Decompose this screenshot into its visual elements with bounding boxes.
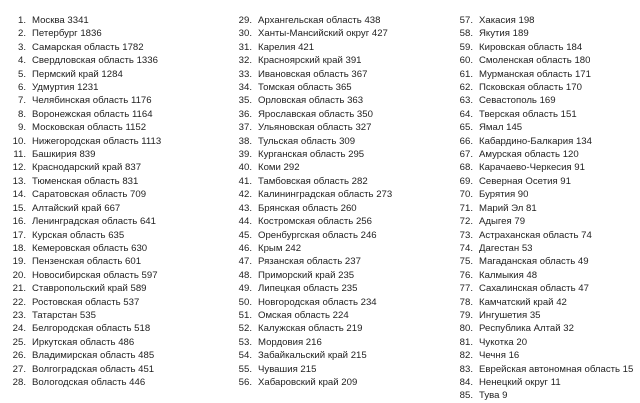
rank-number: 57.	[459, 15, 473, 26]
region-entry: Тува 9	[479, 390, 508, 402]
region-entry: Ставропольский край 589	[32, 283, 147, 295]
list-item	[447, 336, 640, 349]
rank-number: 2.	[17, 28, 26, 40]
rank-number: 36.	[238, 108, 252, 120]
region-entry: Рязанская область 237	[258, 256, 361, 268]
rank-number: 3.	[17, 41, 26, 53]
region-entry: Башкирия 839	[32, 149, 96, 161]
rank-number: 33.	[238, 68, 252, 80]
list-item	[447, 309, 640, 322]
region-entry: Камчатский край 42	[479, 296, 567, 308]
list-item	[0, 215, 225, 228]
rank-number: 69.	[459, 175, 473, 187]
rank-number: 65.	[459, 122, 473, 134]
rank-number: 54.	[238, 350, 252, 362]
region-entry: Забайкальский край 215	[258, 350, 367, 362]
region-entry: Республика Алтай 32	[479, 323, 574, 335]
region-entry: Приморский край 235	[258, 269, 355, 281]
region-entry: Якутия 189	[479, 28, 529, 40]
list-item	[447, 322, 640, 335]
list-item	[226, 202, 450, 215]
rank-number: 67.	[459, 149, 473, 161]
rank-number: 76.	[459, 269, 473, 281]
list-item	[447, 54, 640, 67]
rank-number: 25.	[12, 336, 26, 348]
list-item	[0, 322, 225, 335]
list-item	[0, 108, 225, 121]
rank-number: 7.	[17, 95, 26, 107]
region-entry: Пермский край 1284	[32, 68, 123, 80]
rank-number: 20.	[12, 269, 26, 281]
list-item	[0, 363, 225, 376]
region-entry: Москва 3341	[32, 15, 89, 26]
rank-number: 52.	[238, 323, 252, 335]
list-item	[226, 229, 450, 242]
rank-number: 71.	[459, 202, 473, 214]
region-entry: Московская область 1152	[32, 122, 147, 134]
region-entry: Ямал 145	[479, 122, 523, 134]
rank-number: 81.	[459, 336, 473, 348]
rank-number: 73.	[459, 229, 473, 241]
region-entry: Калужская область 219	[258, 323, 363, 335]
list-item	[0, 161, 225, 174]
rank-number: 30.	[238, 28, 252, 40]
region-entry: Волгоградская область 451	[32, 363, 155, 375]
list-item	[447, 242, 640, 255]
rank-number: 50.	[238, 296, 252, 308]
region-entry: Чувашия 215	[258, 363, 317, 375]
rank-number: 12.	[12, 162, 26, 174]
rank-number: 17.	[12, 229, 26, 241]
list-item	[447, 94, 640, 107]
list-item	[226, 188, 450, 201]
list-item	[0, 27, 225, 40]
rank-number: 59.	[459, 41, 473, 53]
rank-number: 56.	[238, 376, 252, 388]
rank-number: 61.	[459, 68, 473, 80]
region-entry: Архангельская область 438	[258, 15, 381, 26]
region-entry: Пензенская область 601	[32, 256, 142, 268]
region-entry: Челябинская область 1176	[32, 95, 152, 107]
region-entry: Чечня 16	[479, 350, 520, 362]
rank-number: 29.	[238, 15, 252, 26]
list-item	[447, 229, 640, 242]
rank-number: 19.	[12, 256, 26, 268]
rank-number: 37.	[238, 122, 252, 134]
list-item	[226, 14, 450, 27]
region-entry: Северная Осетия 91	[479, 175, 571, 187]
list-item	[447, 363, 640, 376]
list-item	[226, 215, 450, 228]
list-item	[0, 54, 225, 67]
list-item	[0, 229, 225, 242]
region-entry: Сахалинская область 47	[479, 283, 589, 295]
rank-number: 51.	[238, 309, 252, 321]
rank-number: 6.	[17, 82, 26, 94]
region-entry: Кемеровская область 630	[32, 242, 148, 254]
list-item	[226, 148, 450, 161]
list-item	[447, 188, 640, 201]
rank-number: 10.	[12, 135, 26, 147]
list-item	[226, 121, 450, 134]
rank-number: 78.	[459, 296, 473, 308]
list-item	[0, 336, 225, 349]
list-item	[0, 121, 225, 134]
region-entry: Новгородская область 234	[258, 296, 377, 308]
rank-number: 38.	[238, 135, 252, 147]
region-entry: Ярославская область 350	[258, 108, 373, 120]
list-item	[226, 309, 450, 322]
region-entry: Калининградская область 273	[258, 189, 393, 201]
list-item	[226, 135, 450, 148]
region-entry: Еврейская автономная область 15	[479, 363, 634, 375]
region-entry: Ханты-Мансийский округ 427	[258, 28, 388, 40]
list-item	[447, 215, 640, 228]
rank-number: 84.	[459, 376, 473, 388]
list-item	[226, 81, 450, 94]
rank-number: 5.	[17, 68, 26, 80]
region-entry: Алтайский край 667	[32, 202, 121, 214]
rank-number: 31.	[238, 41, 252, 53]
rank-number: 63.	[459, 95, 473, 107]
rank-number: 21.	[12, 283, 26, 295]
rank-number: 44.	[238, 216, 252, 228]
region-entry: Ингушетия 35	[479, 309, 541, 321]
list-item	[0, 255, 225, 268]
list-item	[447, 161, 640, 174]
region-entry: Самарская область 1782	[32, 41, 144, 53]
region-entry: Иркутская область 486	[32, 336, 135, 348]
region-entry: Оренбургская область 246	[258, 229, 377, 241]
list-item	[447, 14, 640, 27]
region-entry: Краснодарский край 837	[32, 162, 142, 174]
list-item	[447, 202, 640, 215]
rank-number: 8.	[17, 108, 26, 120]
rank-number: 16.	[12, 216, 26, 228]
rank-number: 62.	[459, 82, 473, 94]
list-item	[447, 121, 640, 134]
rank-number: 15.	[12, 202, 26, 214]
region-entry: Астраханская область 74	[479, 229, 592, 241]
region-entry: Орловская область 363	[258, 95, 364, 107]
list-item	[447, 282, 640, 295]
rank-number: 34.	[238, 82, 252, 94]
list-item	[226, 376, 450, 389]
rank-number: 47.	[238, 256, 252, 268]
list-item	[447, 108, 640, 121]
region-entry: Псковская область 170	[479, 82, 582, 94]
list-item	[226, 336, 450, 349]
list-item	[447, 68, 640, 81]
region-entry: Белгородская область 518	[32, 323, 151, 335]
region-entry: Мурманская область 171	[479, 68, 591, 80]
list-item	[447, 148, 640, 161]
rank-number: 66.	[459, 135, 473, 147]
list-column-2	[226, 14, 450, 389]
rank-number: 14.	[12, 189, 26, 201]
region-entry: Хакасия 198	[479, 15, 535, 26]
rank-number: 23.	[12, 309, 26, 321]
rank-number: 85.	[459, 390, 473, 402]
region-entry: Нижегородская область 1113	[32, 135, 162, 147]
region-entry: Хабаровский край 209	[258, 376, 358, 388]
rank-number: 18.	[12, 242, 26, 254]
region-entry: Крым 242	[258, 242, 302, 254]
rank-number: 39.	[238, 149, 252, 161]
list-item	[0, 269, 225, 282]
list-item	[0, 188, 225, 201]
rank-number: 26.	[12, 350, 26, 362]
region-entry: Ненецкий округ 11	[479, 376, 561, 388]
rank-number: 68.	[459, 162, 473, 174]
region-entry: Марий Эл 81	[479, 202, 537, 214]
list-item	[226, 296, 450, 309]
region-entry: Ленинградская область 641	[32, 216, 156, 228]
list-item	[226, 269, 450, 282]
region-entry: Смоленская область 180	[479, 55, 591, 67]
region-entry: Чукотка 20	[479, 336, 528, 348]
list-item	[447, 269, 640, 282]
list-item	[0, 41, 225, 54]
rank-number: 82.	[459, 350, 473, 362]
rank-number: 9.	[17, 122, 26, 134]
region-entry: Тамбовская область 282	[258, 175, 368, 187]
region-entry: Воронежская область 1164	[32, 108, 153, 120]
rank-number: 45.	[238, 229, 252, 241]
region-entry: Севастополь 169	[479, 95, 556, 107]
region-entry: Тульская область 309	[258, 135, 356, 147]
region-entry: Новосибирская область 597	[32, 269, 158, 281]
rank-number: 35.	[238, 95, 252, 107]
region-entry: Коми 292	[258, 162, 300, 174]
region-entry: Брянская область 260	[258, 202, 357, 214]
list-item	[0, 81, 225, 94]
rank-number: 83.	[459, 363, 473, 375]
rank-number: 48.	[238, 269, 252, 281]
region-entry: Петербург 1836	[32, 28, 102, 40]
list-item	[0, 309, 225, 322]
region-entry: Тверская область 151	[479, 108, 577, 120]
region-entry: Амурская область 120	[479, 149, 579, 161]
list-item	[226, 349, 450, 362]
rank-number: 32.	[238, 55, 252, 67]
rank-number: 60.	[459, 55, 473, 67]
region-entry: Калмыкия 48	[479, 269, 538, 281]
list-column-3	[447, 14, 640, 403]
list-item	[0, 14, 225, 27]
rank-number: 11.	[13, 149, 26, 161]
region-entry: Дагестан 53	[479, 242, 533, 254]
rank-number: 28.	[12, 376, 26, 388]
rank-number: 22.	[12, 296, 26, 308]
list-item	[226, 108, 450, 121]
rank-number: 55.	[238, 363, 252, 375]
list-item	[0, 202, 225, 215]
rank-number: 49.	[238, 283, 252, 295]
region-entry: Томская область 365	[258, 82, 352, 94]
region-entry: Омская область 224	[258, 309, 349, 321]
rank-number: 53.	[238, 336, 252, 348]
region-entry: Тюменская область 831	[32, 175, 139, 187]
region-entry: Татарстан 535	[32, 309, 96, 321]
list-item	[0, 242, 225, 255]
region-entry: Магаданская область 49	[479, 256, 589, 268]
list-item	[226, 94, 450, 107]
rank-number: 74.	[459, 242, 473, 254]
rank-number: 80.	[459, 323, 473, 335]
list-item	[0, 175, 225, 188]
region-entry: Бурятия 90	[479, 189, 529, 201]
list-item	[226, 255, 450, 268]
region-entry: Ульяновская область 327	[258, 122, 372, 134]
rank-number: 77.	[459, 283, 473, 295]
list-item	[0, 282, 225, 295]
region-entry: Ивановская область 367	[258, 68, 368, 80]
list-item	[447, 175, 640, 188]
rank-number: 27.	[12, 363, 26, 375]
region-entry: Кировская область 184	[479, 41, 583, 53]
list-item	[0, 135, 225, 148]
list-item	[226, 161, 450, 174]
list-item	[0, 376, 225, 389]
list-item	[226, 68, 450, 81]
rank-number: 46.	[238, 242, 252, 254]
region-entry: Свердловская область 1336	[32, 55, 158, 67]
rank-number: 43.	[238, 202, 252, 214]
region-entry: Курганская область 295	[258, 149, 365, 161]
list-item	[447, 255, 640, 268]
rank-number: 1.	[17, 15, 26, 26]
list-column-1	[0, 14, 225, 389]
list-item	[0, 94, 225, 107]
region-entry: Мордовия 216	[258, 336, 322, 348]
rank-number: 41.	[238, 175, 252, 187]
rank-number: 79.	[459, 309, 473, 321]
region-entry: Липецкая область 235	[258, 283, 358, 295]
list-item	[0, 296, 225, 309]
region-entry: Кабардино-Балкария 134	[479, 135, 592, 147]
list-item	[226, 363, 450, 376]
region-entry: Удмуртия 1231	[32, 82, 99, 94]
rank-number: 4.	[17, 55, 26, 67]
region-entry: Саратовская область 709	[32, 189, 147, 201]
list-item	[226, 322, 450, 335]
list-item	[226, 54, 450, 67]
rank-number: 75.	[459, 256, 473, 268]
rank-number: 42.	[238, 189, 252, 201]
list-item	[447, 135, 640, 148]
list-item	[226, 27, 450, 40]
list-item	[447, 27, 640, 40]
list-item	[447, 349, 640, 362]
list-item	[447, 296, 640, 309]
list-item	[447, 41, 640, 54]
rank-number: 40.	[238, 162, 252, 174]
list-item	[226, 41, 450, 54]
list-item	[447, 81, 640, 94]
region-entry: Красноярский край 391	[258, 55, 362, 67]
rank-number: 24.	[12, 323, 26, 335]
rank-number: 13.	[12, 175, 26, 187]
list-item	[0, 68, 225, 81]
list-item	[447, 376, 640, 389]
region-entry: Костромская область 256	[258, 216, 372, 228]
list-item	[0, 148, 225, 161]
list-item	[226, 282, 450, 295]
rank-number: 72.	[459, 216, 473, 228]
region-entry: Вологодская область 446	[32, 376, 146, 388]
region-entry: Адыгея 79	[479, 216, 526, 228]
region-entry: Ростовская область 537	[32, 296, 140, 308]
region-entry: Карелия 421	[258, 41, 315, 53]
region-entry: Владимирская область 485	[32, 350, 155, 362]
list-item	[0, 349, 225, 362]
region-entry: Карачаево-Черкесия 91	[479, 162, 585, 174]
list-item	[226, 242, 450, 255]
rank-number: 70.	[459, 189, 473, 201]
list-item	[226, 175, 450, 188]
rank-number: 58.	[459, 28, 473, 40]
rank-number: 64.	[459, 108, 473, 120]
region-entry: Курская область 635	[32, 229, 125, 241]
